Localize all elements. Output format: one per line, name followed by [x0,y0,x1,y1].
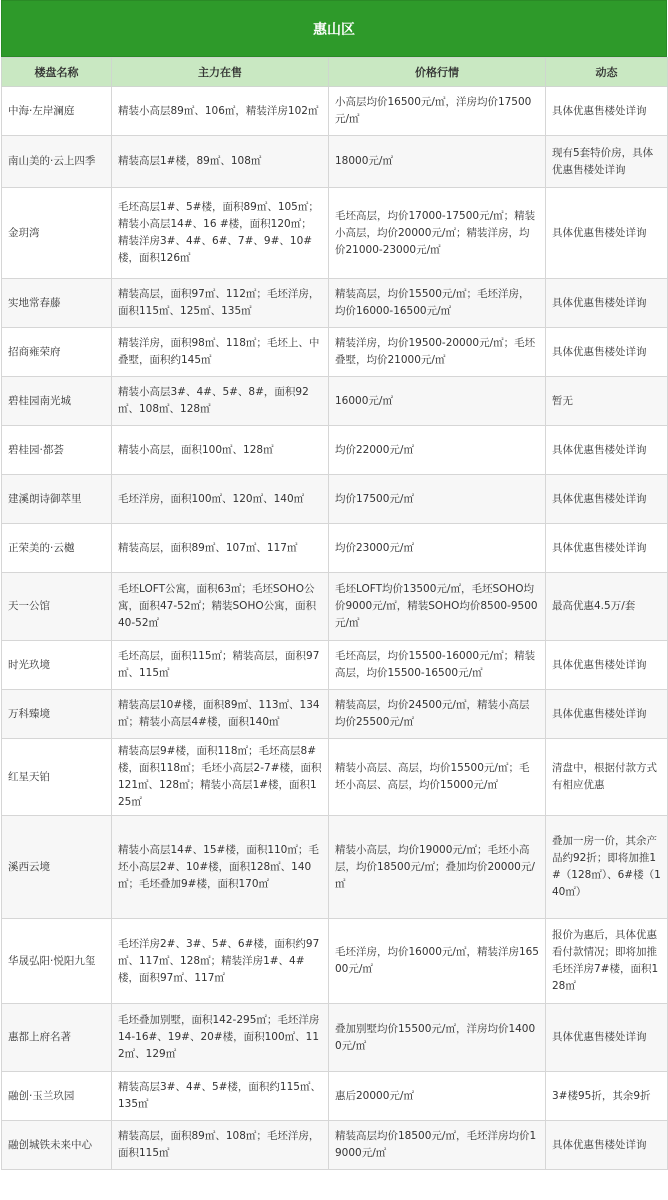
table-row [2,87,668,136]
cell-main-sale: 精装小高层89㎡、106㎡，精装洋房102㎡ [112,87,329,136]
table-row [2,279,668,328]
cell-property-name: 南山美的·云上四季 [2,136,112,188]
table-row [2,919,668,1004]
header-name: 楼盘名称 [2,58,112,87]
district-table-panel [1,0,667,1170]
cell-price: 毛坯高层，均价17000-17500元/㎡；精装小高层，均价20000元/㎡；精装洋房，均价21000-23000元/㎡ [329,188,546,279]
table-body [2,87,668,1170]
cell-main-sale: 精装高层，面积97㎡、112㎡；毛坯洋房，面积115㎡、125㎡、135㎡ [112,279,329,328]
table-row [2,1072,668,1121]
cell-main-sale: 毛坯高层1#、5#楼，面积89㎡、105㎡；精装小高层14#、16 #楼，面积120㎡；精装洋房3#、4#、6#、7#、9#、10#楼，面积126㎡ [112,188,329,279]
cell-dynamic: 最高优惠4.5万/套 [546,573,668,641]
table-row [2,1121,668,1170]
cell-dynamic: 具体优惠售楼处详询 [546,524,668,573]
table-title: 惠山区 [1,0,667,57]
cell-dynamic: 具体优惠售楼处详询 [546,1121,668,1170]
cell-main-sale: 精装小高层3#、4#、5#、8#，面积92㎡、108㎡、128㎡ [112,377,329,426]
cell-dynamic: 具体优惠售楼处详询 [546,328,668,377]
table-row [2,188,668,279]
cell-dynamic: 具体优惠售楼处详询 [546,279,668,328]
cell-price: 16000元/㎡ [329,377,546,426]
table-row [2,377,668,426]
table-row [2,475,668,524]
cell-main-sale: 毛坯LOFT公寓，面积63㎡；毛坯SOHO公寓，面积47-52㎡；精装SOHO公寓，面积40-52㎡ [112,573,329,641]
cell-price: 精装高层均价18500元/㎡，毛坯洋房均价19000元/㎡ [329,1121,546,1170]
header-price: 价格行情 [329,58,546,87]
cell-property-name: 溪西云境 [2,816,112,919]
cell-dynamic: 具体优惠售楼处详询 [546,87,668,136]
cell-main-sale: 精装高层，面积89㎡、107㎡、117㎡ [112,524,329,573]
cell-main-sale: 精装高层3#、4#、5#楼，面积约115㎡、135㎡ [112,1072,329,1121]
cell-dynamic: 叠加一房一价，其余产品约92折；即将加推1#（128㎡）、6#楼（140㎡） [546,816,668,919]
cell-price: 毛坯洋房，均价16000元/㎡，精装洋房16500元/㎡ [329,919,546,1004]
table-row [2,816,668,919]
cell-property-name: 金玥湾 [2,188,112,279]
cell-property-name: 建溪朗诗御萃里 [2,475,112,524]
cell-price: 精装小高层，均价19000元/㎡；毛坯小高层，均价18500元/㎡；叠加均价20000元/㎡ [329,816,546,919]
table-row [2,1004,668,1072]
cell-property-name: 中海·左岸澜庭 [2,87,112,136]
cell-main-sale: 毛坯洋房，面积100㎡、120㎡、140㎡ [112,475,329,524]
cell-property-name: 正荣美的·云樾 [2,524,112,573]
table-header-row [2,58,668,87]
table-row [2,573,668,641]
cell-main-sale: 毛坯洋房2#、3#、5#、6#楼，面积约97㎡、117㎡、128㎡；精装洋房1#、4#楼，面积97㎡、117㎡ [112,919,329,1004]
property-table [1,57,668,1170]
cell-price: 毛坯LOFT均价13500元/㎡，毛坯SOHO均价9000元/㎡，精装SOHO均价8500-9500元/㎡ [329,573,546,641]
cell-dynamic: 具体优惠售楼处详询 [546,188,668,279]
cell-dynamic: 具体优惠售楼处详询 [546,690,668,739]
cell-price: 均价17500元/㎡ [329,475,546,524]
cell-main-sale: 精装洋房，面积98㎡、118㎡；毛坯上、中叠墅，面积约145㎡ [112,328,329,377]
cell-dynamic: 现有5套特价房，具体优惠售楼处详询 [546,136,668,188]
cell-property-name: 融创·玉兰玖园 [2,1072,112,1121]
cell-property-name: 惠都上府名著 [2,1004,112,1072]
cell-price: 均价22000元/㎡ [329,426,546,475]
table-row [2,524,668,573]
cell-main-sale: 精装小高层，面积100㎡、128㎡ [112,426,329,475]
table-row [2,328,668,377]
table-row [2,426,668,475]
cell-property-name: 碧桂园南光城 [2,377,112,426]
cell-dynamic: 暂无 [546,377,668,426]
cell-main-sale: 精装高层10#楼，面积89㎡、113㎡、134㎡；精装小高层4#楼，面积140㎡ [112,690,329,739]
cell-main-sale: 毛坯高层，面积115㎡；精装高层，面积97㎡、115㎡ [112,641,329,690]
cell-price: 精装洋房，均价19500-20000元/㎡；毛坯叠墅，均价21000元/㎡ [329,328,546,377]
cell-main-sale: 精装高层1#楼，89㎡、108㎡ [112,136,329,188]
cell-price: 小高层均价16500元/㎡，洋房均价17500元/㎡ [329,87,546,136]
header-dynamic: 动态 [546,58,668,87]
cell-dynamic: 具体优惠售楼处详询 [546,1004,668,1072]
cell-price: 精装高层，均价15500元/㎡；毛坯洋房，均价16000-16500元/㎡ [329,279,546,328]
cell-price: 叠加别墅均价15500元/㎡，洋房均价14000元/㎡ [329,1004,546,1072]
header-sale: 主力在售 [112,58,329,87]
cell-main-sale: 精装小高层14#、15#楼，面积110㎡；毛坯小高层2#、10#楼，面积128㎡、140㎡；毛坯叠加9#楼，面积170㎡ [112,816,329,919]
cell-dynamic: 具体优惠售楼处详询 [546,641,668,690]
cell-property-name: 融创城铁未来中心 [2,1121,112,1170]
cell-dynamic: 3#楼95折，其余9折 [546,1072,668,1121]
cell-price: 精装高层，均价24500元/㎡，精装小高层均价25500元/㎡ [329,690,546,739]
cell-price: 精装小高层、高层，均价15500元/㎡；毛坯小高层、高层，均价15000元/㎡ [329,739,546,816]
cell-property-name: 碧桂园·都荟 [2,426,112,475]
cell-dynamic: 清盘中，根据付款方式有相应优惠 [546,739,668,816]
cell-main-sale: 毛坯叠加别墅，面积142-295㎡；毛坯洋房14-16#、19#、20#楼，面积100㎡、112㎡、129㎡ [112,1004,329,1072]
cell-main-sale: 精装高层9#楼，面积118㎡；毛坯高层8#楼，面积118㎡；毛坯小高层2-7#楼，面积121㎡、128㎡；精装小高层1#楼，面积125㎡ [112,739,329,816]
table-row [2,641,668,690]
cell-price: 18000元/㎡ [329,136,546,188]
cell-property-name: 华晟弘阳·悦阳九玺 [2,919,112,1004]
cell-price: 毛坯高层，均价15500-16000元/㎡；精装高层，均价15500-16500元/㎡ [329,641,546,690]
table-row [2,739,668,816]
cell-dynamic: 具体优惠售楼处详询 [546,426,668,475]
cell-dynamic: 报价为惠后，具体优惠看付款情况；即将加推毛坯洋房7#楼，面积128㎡ [546,919,668,1004]
cell-main-sale: 精装高层，面积89㎡、108㎡；毛坯洋房，面积115㎡ [112,1121,329,1170]
table-row [2,690,668,739]
cell-property-name: 时光玖境 [2,641,112,690]
cell-property-name: 招商雍荣府 [2,328,112,377]
cell-property-name: 万科臻境 [2,690,112,739]
cell-price: 惠后20000元/㎡ [329,1072,546,1121]
cell-property-name: 实地常春藤 [2,279,112,328]
table-row [2,136,668,188]
cell-property-name: 天一公馆 [2,573,112,641]
cell-price: 均价23000元/㎡ [329,524,546,573]
cell-property-name: 红星天铂 [2,739,112,816]
cell-dynamic: 具体优惠售楼处详询 [546,475,668,524]
